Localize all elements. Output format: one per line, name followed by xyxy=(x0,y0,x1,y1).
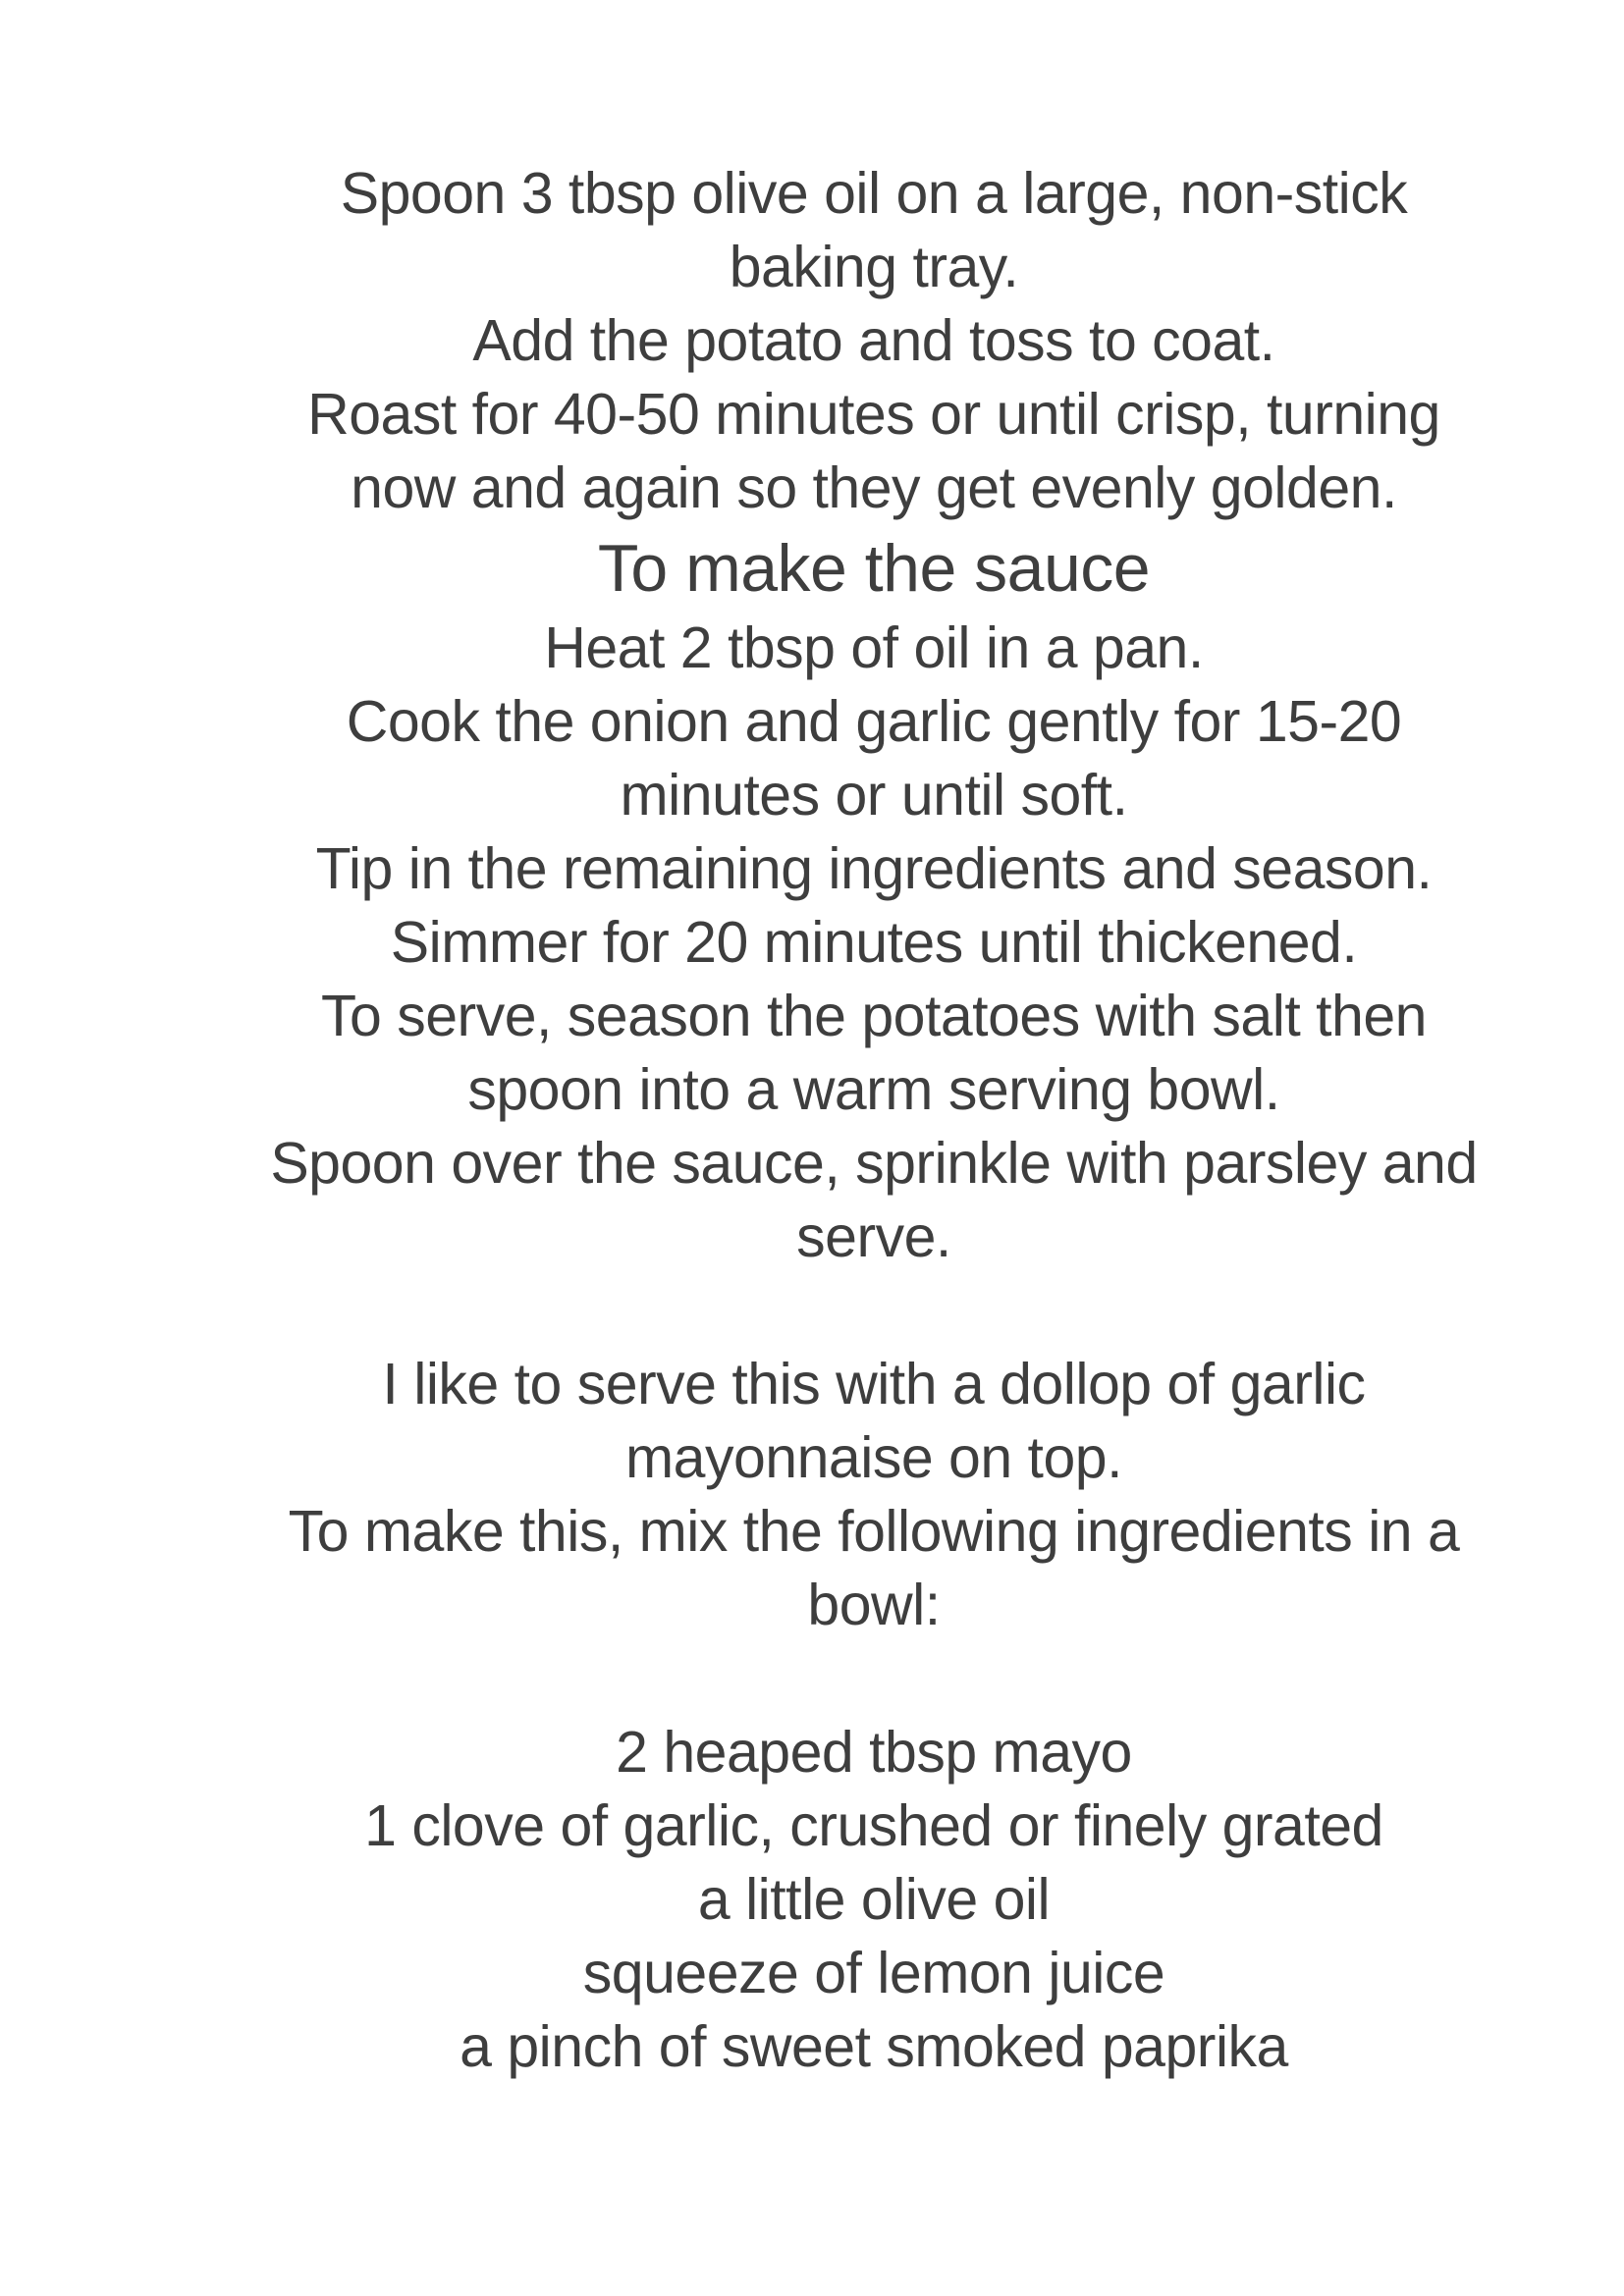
recipe-line: baking tray. xyxy=(729,235,1019,299)
recipe-line: a pinch of sweet smoked paprika xyxy=(460,2014,1288,2079)
recipe-line: 2 heaped tbsp mayo xyxy=(616,1720,1132,1785)
blank-line xyxy=(137,1274,1610,1348)
recipe-line: a little olive oil xyxy=(697,1867,1051,1932)
recipe-line: Spoon over the sauce, sprinkle with parsley and xyxy=(270,1131,1478,1196)
recipe-line: To make this, mix the following ingredients in a xyxy=(288,1499,1460,1564)
recipe-line: Simmer for 20 minutes until thickened. xyxy=(390,910,1358,975)
recipe-line: Spoon 3 tbsp olive oil on a large, non-stick xyxy=(340,161,1408,226)
recipe-line: spoon into a warm serving bowl. xyxy=(467,1057,1280,1122)
recipe-line: Tip in the remaining ingredients and season. xyxy=(315,836,1433,901)
recipe-line: Cook the onion and garlic gently for 15-20 xyxy=(346,689,1402,754)
recipe-text-block xyxy=(137,157,1610,2084)
recipe-line: now and again so they get evenly golden. xyxy=(351,455,1397,520)
section-heading: To make the sauce xyxy=(597,531,1151,606)
recipe-line: 1 clove of garlic, crushed or finely grated xyxy=(364,1793,1383,1858)
recipe-line: To serve, season the potatoes with salt then xyxy=(321,984,1427,1048)
recipe-line: Roast for 40-50 minutes or until crisp, turning xyxy=(307,382,1440,447)
recipe-line: serve. xyxy=(796,1204,951,1269)
recipe-line: minutes or until soft. xyxy=(620,763,1128,828)
recipe-line: Heat 2 tbsp of oil in a pan. xyxy=(544,615,1204,680)
recipe-line: bowl: xyxy=(807,1573,941,1637)
recipe-line: Add the potato and toss to coat. xyxy=(472,308,1275,373)
blank-line xyxy=(137,1642,1610,1716)
recipe-line: mayonnaise on top. xyxy=(625,1425,1122,1490)
recipe-line: I like to serve this with a dollop of garlic xyxy=(382,1352,1366,1416)
recipe-line: squeeze of lemon juice xyxy=(582,1941,1165,2005)
